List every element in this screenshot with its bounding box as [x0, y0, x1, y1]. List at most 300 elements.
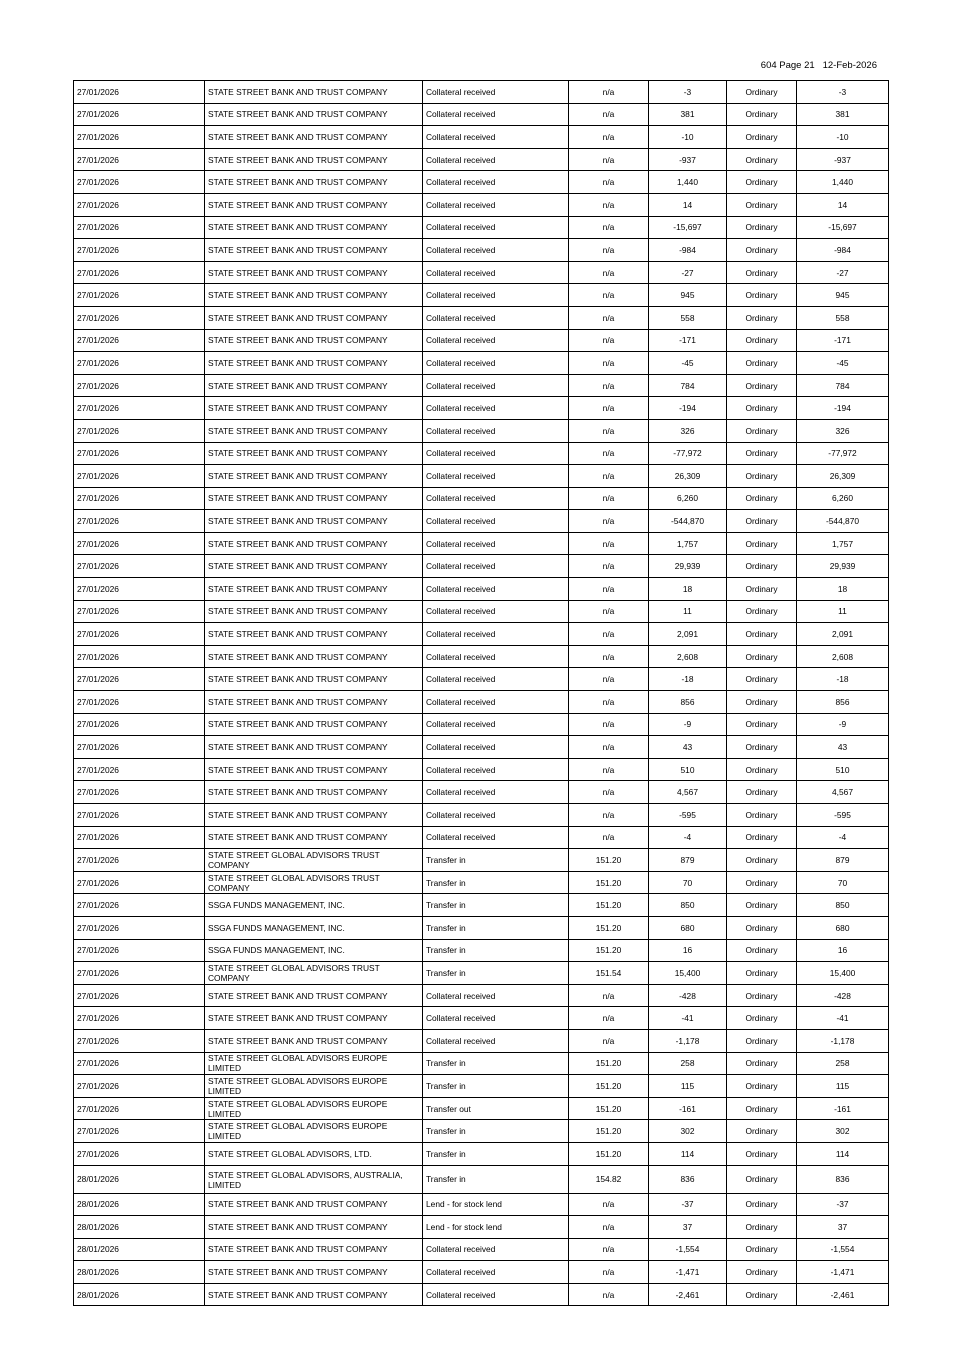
votes-affected-cell: 879 [797, 849, 889, 872]
entity-cell: STATE STREET GLOBAL ADVISORS TRUST COMPANY [205, 849, 423, 872]
security-class-cell: Ordinary [727, 916, 797, 939]
consideration-cell: 151.20 [569, 1075, 649, 1098]
date-cell: 27/01/2026 [74, 894, 205, 917]
table-body [74, 81, 889, 1306]
nature-of-change-cell: Collateral received [423, 510, 569, 533]
quantity-cell: -10 [649, 126, 727, 149]
table-row [74, 397, 889, 420]
date-cell: 27/01/2026 [74, 148, 205, 171]
consideration-cell: n/a [569, 781, 649, 804]
date-cell: 27/01/2026 [74, 419, 205, 442]
table-row [74, 465, 889, 488]
table-row [74, 555, 889, 578]
entity-cell: STATE STREET BANK AND TRUST COMPANY [205, 193, 423, 216]
date-cell: 27/01/2026 [74, 849, 205, 872]
consideration-cell: n/a [569, 984, 649, 1007]
nature-of-change-cell: Transfer in [423, 939, 569, 962]
security-class-cell: Ordinary [727, 81, 797, 104]
quantity-cell: 4,567 [649, 781, 727, 804]
nature-of-change-cell: Collateral received [423, 397, 569, 420]
security-class-cell: Ordinary [727, 984, 797, 1007]
consideration-cell: n/a [569, 600, 649, 623]
table-row [74, 736, 889, 759]
table-row [74, 261, 889, 284]
security-class-cell: Ordinary [727, 103, 797, 126]
votes-affected-cell: -45 [797, 352, 889, 375]
quantity-cell: 115 [649, 1075, 727, 1098]
security-class-cell: Ordinary [727, 148, 797, 171]
consideration-cell: n/a [569, 555, 649, 578]
security-class-cell: Ordinary [727, 171, 797, 194]
consideration-cell: n/a [569, 487, 649, 510]
entity-cell: STATE STREET GLOBAL ADVISORS EUROPE LIMITED [205, 1120, 423, 1143]
votes-affected-cell: -544,870 [797, 510, 889, 533]
nature-of-change-cell: Collateral received [423, 736, 569, 759]
entity-cell: STATE STREET BANK AND TRUST COMPANY [205, 578, 423, 601]
date-cell: 27/01/2026 [74, 555, 205, 578]
votes-affected-cell: 1,757 [797, 532, 889, 555]
consideration-cell: n/a [569, 329, 649, 352]
table-row [74, 171, 889, 194]
entity-cell: STATE STREET BANK AND TRUST COMPANY [205, 239, 423, 262]
entity-cell: SSGA FUNDS MANAGEMENT, INC. [205, 939, 423, 962]
consideration-cell: n/a [569, 103, 649, 126]
quantity-cell: -428 [649, 984, 727, 1007]
nature-of-change-cell: Transfer in [423, 916, 569, 939]
entity-cell: STATE STREET GLOBAL ADVISORS EUROPE LIMITED [205, 1097, 423, 1120]
security-class-cell: Ordinary [727, 736, 797, 759]
security-class-cell: Ordinary [727, 306, 797, 329]
votes-affected-cell: 836 [797, 1165, 889, 1193]
nature-of-change-cell: Collateral received [423, 239, 569, 262]
quantity-cell: 1,440 [649, 171, 727, 194]
votes-affected-cell: -161 [797, 1097, 889, 1120]
table-row [74, 871, 889, 894]
consideration-cell: n/a [569, 442, 649, 465]
date-cell: 27/01/2026 [74, 804, 205, 827]
security-class-cell: Ordinary [727, 578, 797, 601]
votes-affected-cell: -194 [797, 397, 889, 420]
entity-cell: STATE STREET BANK AND TRUST COMPANY [205, 103, 423, 126]
date-cell: 27/01/2026 [74, 984, 205, 1007]
entity-cell: STATE STREET BANK AND TRUST COMPANY [205, 532, 423, 555]
entity-cell: STATE STREET BANK AND TRUST COMPANY [205, 306, 423, 329]
security-class-cell: Ordinary [727, 804, 797, 827]
votes-affected-cell: -41 [797, 1007, 889, 1030]
date-cell: 28/01/2026 [74, 1165, 205, 1193]
votes-affected-cell: 302 [797, 1120, 889, 1143]
table-row [74, 1052, 889, 1075]
date-cell: 27/01/2026 [74, 668, 205, 691]
votes-affected-cell: -15,697 [797, 216, 889, 239]
quantity-cell: 879 [649, 849, 727, 872]
security-class-cell: Ordinary [727, 826, 797, 849]
date-cell: 28/01/2026 [74, 1193, 205, 1216]
votes-affected-cell: 15,400 [797, 962, 889, 985]
date-cell: 27/01/2026 [74, 487, 205, 510]
nature-of-change-cell: Collateral received [423, 465, 569, 488]
table-row [74, 284, 889, 307]
security-class-cell: Ordinary [727, 1075, 797, 1098]
consideration-cell: n/a [569, 239, 649, 262]
nature-of-change-cell: Collateral received [423, 1261, 569, 1284]
votes-affected-cell: -984 [797, 239, 889, 262]
security-class-cell: Ordinary [727, 239, 797, 262]
consideration-cell: n/a [569, 645, 649, 668]
quantity-cell: 2,091 [649, 623, 727, 646]
votes-affected-cell: -77,972 [797, 442, 889, 465]
nature-of-change-cell: Collateral received [423, 984, 569, 1007]
entity-cell: STATE STREET BANK AND TRUST COMPANY [205, 691, 423, 714]
nature-of-change-cell: Collateral received [423, 600, 569, 623]
nature-of-change-cell: Collateral received [423, 487, 569, 510]
nature-of-change-cell: Collateral received [423, 419, 569, 442]
nature-of-change-cell: Transfer in [423, 1052, 569, 1075]
consideration-cell: n/a [569, 465, 649, 488]
table-row [74, 984, 889, 1007]
entity-cell: STATE STREET BANK AND TRUST COMPANY [205, 1029, 423, 1052]
entity-cell: SSGA FUNDS MANAGEMENT, INC. [205, 916, 423, 939]
votes-affected-cell: 43 [797, 736, 889, 759]
entity-cell: STATE STREET BANK AND TRUST COMPANY [205, 781, 423, 804]
votes-affected-cell: 784 [797, 374, 889, 397]
quantity-cell: 784 [649, 374, 727, 397]
date-cell: 27/01/2026 [74, 532, 205, 555]
table-row [74, 126, 889, 149]
consideration-cell: n/a [569, 374, 649, 397]
entity-cell: STATE STREET BANK AND TRUST COMPANY [205, 713, 423, 736]
quantity-cell: -27 [649, 261, 727, 284]
consideration-cell: 151.20 [569, 894, 649, 917]
table-row [74, 442, 889, 465]
date-cell: 27/01/2026 [74, 939, 205, 962]
security-class-cell: Ordinary [727, 939, 797, 962]
date-cell: 27/01/2026 [74, 1142, 205, 1165]
date-cell: 27/01/2026 [74, 397, 205, 420]
votes-affected-cell: 114 [797, 1142, 889, 1165]
consideration-cell: n/a [569, 1193, 649, 1216]
nature-of-change-cell: Collateral received [423, 623, 569, 646]
quantity-cell: -4 [649, 826, 727, 849]
table-row [74, 306, 889, 329]
consideration-cell: n/a [569, 193, 649, 216]
security-class-cell: Ordinary [727, 1142, 797, 1165]
quantity-cell: 70 [649, 871, 727, 894]
consideration-cell: 151.20 [569, 1142, 649, 1165]
votes-affected-cell: -27 [797, 261, 889, 284]
nature-of-change-cell: Transfer in [423, 1120, 569, 1143]
date-cell: 27/01/2026 [74, 284, 205, 307]
date-cell: 27/01/2026 [74, 306, 205, 329]
date-cell: 27/01/2026 [74, 713, 205, 736]
quantity-cell: -595 [649, 804, 727, 827]
consideration-cell: n/a [569, 1216, 649, 1239]
date-cell: 27/01/2026 [74, 1097, 205, 1120]
quantity-cell: 258 [649, 1052, 727, 1075]
quantity-cell: 945 [649, 284, 727, 307]
nature-of-change-cell: Transfer in [423, 1165, 569, 1193]
security-class-cell: Ordinary [727, 962, 797, 985]
entity-cell: STATE STREET BANK AND TRUST COMPANY [205, 126, 423, 149]
votes-affected-cell: 1,440 [797, 171, 889, 194]
security-class-cell: Ordinary [727, 1261, 797, 1284]
quantity-cell: 14 [649, 193, 727, 216]
quantity-cell: -9 [649, 713, 727, 736]
nature-of-change-cell: Collateral received [423, 306, 569, 329]
nature-of-change-cell: Transfer in [423, 1075, 569, 1098]
nature-of-change-cell: Transfer in [423, 1142, 569, 1165]
security-class-cell: Ordinary [727, 645, 797, 668]
quantity-cell: -3 [649, 81, 727, 104]
nature-of-change-cell: Transfer in [423, 962, 569, 985]
quantity-cell: -544,870 [649, 510, 727, 533]
date-cell: 27/01/2026 [74, 623, 205, 646]
quantity-cell: -18 [649, 668, 727, 691]
nature-of-change-cell: Collateral received [423, 1029, 569, 1052]
nature-of-change-cell: Transfer in [423, 871, 569, 894]
votes-affected-cell: -1,178 [797, 1029, 889, 1052]
security-class-cell: Ordinary [727, 487, 797, 510]
votes-affected-cell: 326 [797, 419, 889, 442]
nature-of-change-cell: Collateral received [423, 374, 569, 397]
security-class-cell: Ordinary [727, 329, 797, 352]
votes-affected-cell: -10 [797, 126, 889, 149]
quantity-cell: 510 [649, 758, 727, 781]
date-cell: 27/01/2026 [74, 510, 205, 533]
table-row [74, 781, 889, 804]
nature-of-change-cell: Collateral received [423, 81, 569, 104]
consideration-cell: n/a [569, 1283, 649, 1306]
consideration-cell: n/a [569, 352, 649, 375]
votes-affected-cell: 850 [797, 894, 889, 917]
security-class-cell: Ordinary [727, 261, 797, 284]
quantity-cell: 680 [649, 916, 727, 939]
nature-of-change-cell: Collateral received [423, 1283, 569, 1306]
table-row [74, 1193, 889, 1216]
entity-cell: STATE STREET BANK AND TRUST COMPANY [205, 1283, 423, 1306]
security-class-cell: Ordinary [727, 600, 797, 623]
nature-of-change-cell: Collateral received [423, 329, 569, 352]
quantity-cell: -77,972 [649, 442, 727, 465]
table-row [74, 600, 889, 623]
quantity-cell: 6,260 [649, 487, 727, 510]
quantity-cell: 37 [649, 1216, 727, 1239]
security-class-cell: Ordinary [727, 555, 797, 578]
quantity-cell: -161 [649, 1097, 727, 1120]
security-class-cell: Ordinary [727, 623, 797, 646]
date-cell: 27/01/2026 [74, 781, 205, 804]
quantity-cell: 326 [649, 419, 727, 442]
quantity-cell: -1,554 [649, 1238, 727, 1261]
consideration-cell: 151.20 [569, 1052, 649, 1075]
votes-affected-cell: 26,309 [797, 465, 889, 488]
date-cell: 27/01/2026 [74, 216, 205, 239]
date-cell: 27/01/2026 [74, 352, 205, 375]
entity-cell: STATE STREET BANK AND TRUST COMPANY [205, 600, 423, 623]
date-cell: 27/01/2026 [74, 962, 205, 985]
nature-of-change-cell: Collateral received [423, 148, 569, 171]
entity-cell: STATE STREET BANK AND TRUST COMPANY [205, 442, 423, 465]
date-cell: 27/01/2026 [74, 81, 205, 104]
quantity-cell: 16 [649, 939, 727, 962]
quantity-cell: 11 [649, 600, 727, 623]
date-cell: 27/01/2026 [74, 465, 205, 488]
table-row [74, 374, 889, 397]
consideration-cell: n/a [569, 713, 649, 736]
entity-cell: STATE STREET BANK AND TRUST COMPANY [205, 487, 423, 510]
quantity-cell: -2,461 [649, 1283, 727, 1306]
entity-cell: STATE STREET GLOBAL ADVISORS, LTD. [205, 1142, 423, 1165]
nature-of-change-cell: Collateral received [423, 645, 569, 668]
date-cell: 27/01/2026 [74, 374, 205, 397]
entity-cell: STATE STREET GLOBAL ADVISORS EUROPE LIMITED [205, 1075, 423, 1098]
quantity-cell: 26,309 [649, 465, 727, 488]
form-page-label: 604 Page 21 [760, 60, 815, 71]
entity-cell: STATE STREET BANK AND TRUST COMPANY [205, 623, 423, 646]
security-class-cell: Ordinary [727, 1216, 797, 1239]
date-cell: 27/01/2026 [74, 1007, 205, 1030]
consideration-cell: n/a [569, 578, 649, 601]
entity-cell: STATE STREET BANK AND TRUST COMPANY [205, 1193, 423, 1216]
quantity-cell: 558 [649, 306, 727, 329]
entity-cell: STATE STREET BANK AND TRUST COMPANY [205, 171, 423, 194]
table-row [74, 419, 889, 442]
quantity-cell: 43 [649, 736, 727, 759]
consideration-cell: n/a [569, 148, 649, 171]
entity-cell: STATE STREET BANK AND TRUST COMPANY [205, 984, 423, 1007]
security-class-cell: Ordinary [727, 781, 797, 804]
consideration-cell: n/a [569, 691, 649, 714]
votes-affected-cell: -37 [797, 1193, 889, 1216]
date-cell: 27/01/2026 [74, 645, 205, 668]
votes-affected-cell: 2,091 [797, 623, 889, 646]
entity-cell: STATE STREET BANK AND TRUST COMPANY [205, 736, 423, 759]
nature-of-change-cell: Collateral received [423, 284, 569, 307]
quantity-cell: -1,178 [649, 1029, 727, 1052]
votes-affected-cell: 856 [797, 691, 889, 714]
table-row [74, 939, 889, 962]
nature-of-change-cell: Collateral received [423, 171, 569, 194]
consideration-cell: n/a [569, 81, 649, 104]
votes-affected-cell: 16 [797, 939, 889, 962]
entity-cell: STATE STREET BANK AND TRUST COMPANY [205, 1238, 423, 1261]
nature-of-change-cell: Transfer in [423, 849, 569, 872]
security-class-cell: Ordinary [727, 284, 797, 307]
consideration-cell: n/a [569, 419, 649, 442]
nature-of-change-cell: Collateral received [423, 261, 569, 284]
table-row [74, 645, 889, 668]
table-row [74, 1120, 889, 1143]
table-row [74, 1261, 889, 1284]
date-cell: 28/01/2026 [74, 1216, 205, 1239]
nature-of-change-cell: Collateral received [423, 216, 569, 239]
security-class-cell: Ordinary [727, 374, 797, 397]
table-row [74, 1216, 889, 1239]
security-class-cell: Ordinary [727, 397, 797, 420]
date-cell: 27/01/2026 [74, 261, 205, 284]
date-cell: 27/01/2026 [74, 736, 205, 759]
quantity-cell: 850 [649, 894, 727, 917]
security-class-cell: Ordinary [727, 1097, 797, 1120]
security-class-cell: Ordinary [727, 849, 797, 872]
entity-cell: STATE STREET GLOBAL ADVISORS TRUST COMPANY [205, 962, 423, 985]
transactions-table [73, 80, 889, 1306]
quantity-cell: 1,757 [649, 532, 727, 555]
table-row [74, 894, 889, 917]
consideration-cell: 154.82 [569, 1165, 649, 1193]
table-row [74, 668, 889, 691]
table-row [74, 148, 889, 171]
consideration-cell: n/a [569, 216, 649, 239]
consideration-cell: n/a [569, 532, 649, 555]
date-cell: 27/01/2026 [74, 329, 205, 352]
quantity-cell: -1,471 [649, 1261, 727, 1284]
consideration-cell: n/a [569, 736, 649, 759]
quantity-cell: 114 [649, 1142, 727, 1165]
security-class-cell: Ordinary [727, 419, 797, 442]
date-cell: 27/01/2026 [74, 239, 205, 262]
consideration-cell: n/a [569, 261, 649, 284]
quantity-cell: 381 [649, 103, 727, 126]
security-class-cell: Ordinary [727, 1165, 797, 1193]
consideration-cell: n/a [569, 826, 649, 849]
votes-affected-cell: -18 [797, 668, 889, 691]
entity-cell: SSGA FUNDS MANAGEMENT, INC. [205, 894, 423, 917]
entity-cell: STATE STREET BANK AND TRUST COMPANY [205, 329, 423, 352]
security-class-cell: Ordinary [727, 1120, 797, 1143]
consideration-cell: n/a [569, 126, 649, 149]
entity-cell: STATE STREET BANK AND TRUST COMPANY [205, 668, 423, 691]
consideration-cell: 151.20 [569, 849, 649, 872]
nature-of-change-cell: Collateral received [423, 126, 569, 149]
nature-of-change-cell: Collateral received [423, 758, 569, 781]
security-class-cell: Ordinary [727, 510, 797, 533]
entity-cell: STATE STREET BANK AND TRUST COMPANY [205, 352, 423, 375]
entity-cell: STATE STREET BANK AND TRUST COMPANY [205, 261, 423, 284]
security-class-cell: Ordinary [727, 465, 797, 488]
nature-of-change-cell: Collateral received [423, 691, 569, 714]
security-class-cell: Ordinary [727, 1193, 797, 1216]
nature-of-change-cell: Collateral received [423, 668, 569, 691]
date-cell: 27/01/2026 [74, 916, 205, 939]
table-row [74, 713, 889, 736]
table-row [74, 216, 889, 239]
votes-affected-cell: 18 [797, 578, 889, 601]
votes-affected-cell: -9 [797, 713, 889, 736]
nature-of-change-cell: Transfer out [423, 1097, 569, 1120]
nature-of-change-cell: Transfer in [423, 894, 569, 917]
nature-of-change-cell: Lend - for stock lend [423, 1193, 569, 1216]
table-row [74, 1007, 889, 1030]
table-row [74, 758, 889, 781]
entity-cell: STATE STREET BANK AND TRUST COMPANY [205, 465, 423, 488]
consideration-cell: 151.20 [569, 871, 649, 894]
entity-cell: STATE STREET GLOBAL ADVISORS, AUSTRALIA, LIMITED [205, 1165, 423, 1193]
date-cell: 27/01/2026 [74, 442, 205, 465]
quantity-cell: 856 [649, 691, 727, 714]
table-row [74, 1075, 889, 1098]
date-cell: 27/01/2026 [74, 758, 205, 781]
date-cell: 27/01/2026 [74, 126, 205, 149]
security-class-cell: Ordinary [727, 1007, 797, 1030]
table-row [74, 81, 889, 104]
nature-of-change-cell: Collateral received [423, 103, 569, 126]
quantity-cell: -37 [649, 1193, 727, 1216]
votes-affected-cell: 37 [797, 1216, 889, 1239]
entity-cell: STATE STREET BANK AND TRUST COMPANY [205, 804, 423, 827]
date-cell: 27/01/2026 [74, 171, 205, 194]
table-row [74, 623, 889, 646]
